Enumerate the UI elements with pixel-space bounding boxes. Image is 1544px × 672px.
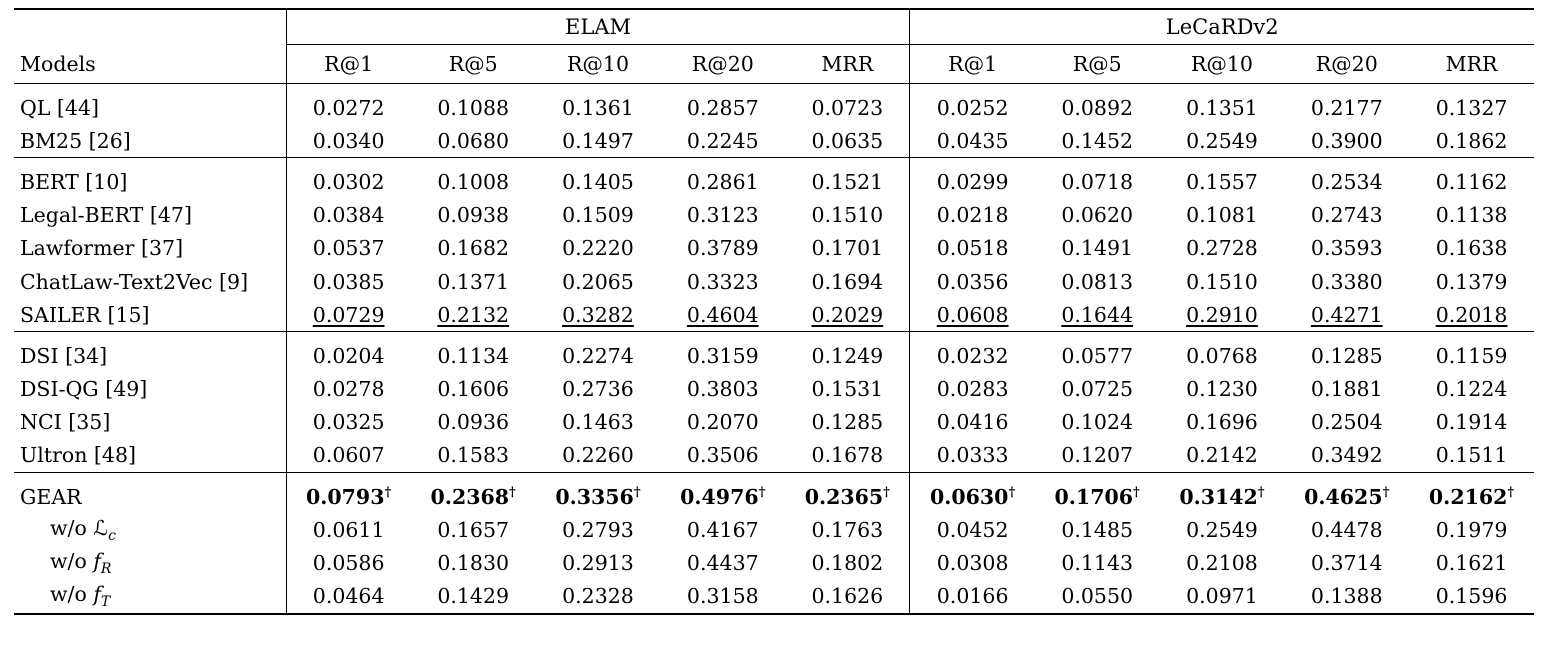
section-spacer [14,473,1534,480]
model-name-cell: SAILER [15] [20,302,150,327]
metric-value-cell: 0.2245 [686,128,759,153]
metric-value-cell: 0.1249 [811,343,884,368]
header-lecard-r10: R@10 [1190,52,1253,76]
metric-value-cell: 0.3323 [686,269,759,294]
metric-value-cell: 0.0936 [437,410,510,435]
section-spacer [14,332,1534,339]
spacer-cell [910,84,1534,91]
significance-dagger: † [1257,484,1265,500]
metric-value-cell: 0.1379 [1435,269,1508,294]
underlined-value: 0.4271 [1310,302,1383,327]
metric-value-cell: 0.3803 [686,377,759,402]
metric-value-cell [910,480,1035,513]
metric-value-cell: 0.2328 [562,584,634,609]
metric-value-cell: 0.2736 [562,377,634,402]
significance-dagger: † [509,484,516,500]
metric-value-cell: 0.3506 [686,443,759,468]
metric-value-cell: 0.1230 [1186,377,1258,402]
metric-value-cell [785,480,910,513]
significance-dagger: † [1133,484,1140,500]
metric-value-cell: 0.3380 [1310,269,1383,294]
metric-value-cell: 0.1143 [1061,551,1134,576]
spacer-cell [910,158,1534,165]
metric-value-cell: 0.0577 [1061,343,1134,368]
metric-value-cell [536,480,661,513]
table-row [14,232,1534,265]
metric-value-cell: 0.0537 [286,232,411,265]
metric-value-cell: 0.2177 [1310,95,1383,120]
best-value: 0.4976 [680,484,759,509]
metric-value-cell [411,298,536,332]
spacer-cell [286,158,910,165]
metric-value-cell: 0.0232 [910,339,1035,372]
significance-dagger: † [758,484,766,500]
best-value: 0.2162 [1428,484,1508,509]
metric-value-cell [1160,480,1285,513]
metric-value-cell: 0.4437 [686,551,759,576]
spacer-cell [14,332,286,339]
header-elam-r5: R@5 [448,52,498,76]
metric-value-cell: 0.1429 [437,584,510,609]
metric-value-cell: 0.0620 [1061,203,1134,228]
metric-value-cell: 0.0550 [1061,584,1134,609]
model-name-cell: w/o $f_T$ [50,582,111,611]
metric-value-cell: 0.0283 [910,373,1035,406]
metric-value-cell [286,480,411,513]
model-name-cell: w/o ℒ$_c$ [50,515,116,544]
header-metrics-row [14,45,1534,84]
metric-value-cell: 0.1497 [562,128,634,153]
underlined-value: 0.1644 [1061,302,1134,327]
metric-value-cell: 0.2070 [686,410,759,435]
significance-dagger: † [384,484,392,500]
metric-value-cell: 0.0166 [910,580,1035,614]
header-group-blank [14,10,286,45]
metric-value-cell: 0.1763 [811,517,884,542]
underlined-value: 0.2910 [1186,302,1258,327]
metric-value-cell: 0.2534 [1310,169,1383,194]
metric-value-cell: 0.0723 [811,95,884,120]
metric-value-cell: 0.1491 [1061,236,1134,261]
metric-value-cell: 0.1509 [562,203,634,228]
metric-value-cell: 0.0252 [910,91,1035,124]
metric-value-cell: 0.1485 [1061,517,1134,542]
metric-value-cell: 0.1224 [1435,377,1508,402]
table-body [14,84,1534,615]
metric-value-cell: 0.0635 [811,128,884,153]
best-value: 0.0793 [306,484,385,509]
header-elam-r1: R@1 [286,45,411,84]
metric-value-cell: 0.1388 [1310,584,1383,609]
model-name-cell: Legal-BERT [47] [20,203,192,228]
model-name-cell: Lawformer [37] [20,236,184,261]
table-row [14,546,1534,579]
underlined-value: 0.2018 [1435,302,1508,327]
metric-value-cell: 0.2793 [562,517,634,542]
table-bottom-rule [14,614,1534,615]
metric-value-cell: 0.0892 [1061,95,1134,120]
metric-value-cell: 0.1881 [1310,377,1383,402]
metric-value-cell: 0.0385 [286,265,411,298]
metric-value-cell: 0.0813 [1061,269,1134,294]
spacer-cell [910,332,1534,339]
metric-value-cell: 0.0971 [1186,584,1258,609]
rule-cell [14,614,1534,615]
spacer-cell [286,84,910,91]
header-lecard-r5: R@5 [1072,52,1122,76]
metric-value-cell: 0.1510 [811,203,884,228]
model-name-cell: NCI [35] [20,410,111,435]
metric-value-cell: 0.2065 [562,269,634,294]
metric-value-cell: 0.2857 [686,95,759,120]
metric-value-cell: 0.0272 [286,91,411,124]
metric-value-cell: 0.0464 [286,580,411,614]
metric-value-cell: 0.1452 [1061,128,1134,153]
metric-value-cell [660,298,785,332]
metric-value-cell: 0.1830 [437,551,510,576]
model-name-cell: DSI [34] [20,343,108,368]
metric-value-cell: 0.0340 [286,124,411,158]
underlined-value: 0.0608 [936,302,1009,327]
model-name-cell: GEAR [20,484,82,509]
metric-value-cell: 0.1862 [1435,128,1508,153]
underlined-value: 0.3282 [562,302,634,327]
header-models: Models [20,51,96,76]
metric-value-cell: 0.1159 [1435,343,1508,368]
metric-value-cell: 0.1621 [1435,551,1508,576]
metric-value-cell [1035,480,1160,513]
metric-value-cell [910,298,1035,332]
model-name-cell: BERT [10] [20,169,128,194]
metric-value-cell: 0.1979 [1435,517,1508,542]
header-lecard-r1: R@1 [910,45,1035,84]
metric-value-cell: 0.2260 [562,443,634,468]
table-row [14,480,1534,513]
metric-value-cell: 0.3123 [686,203,759,228]
best-value: 0.0630 [929,484,1009,509]
metric-value-cell: 0.0680 [437,128,510,153]
metric-value-cell: 0.0607 [286,439,411,473]
metric-value-cell: 0.0308 [910,546,1035,579]
spacer-cell [14,84,286,91]
metric-value-cell [286,298,411,332]
metric-value-cell: 0.0768 [1186,343,1258,368]
metric-value-cell [1284,480,1409,513]
header-elam-r20: R@20 [691,52,754,76]
metric-value-cell: 0.1463 [562,410,634,435]
table-row [14,199,1534,232]
metric-value-cell: 0.0299 [910,165,1035,198]
table-row [14,124,1534,158]
best-value: 0.2368 [430,484,510,509]
table-row [14,91,1534,124]
metric-value-cell: 0.1531 [811,377,884,402]
metric-value-cell: 0.0518 [910,232,1035,265]
metric-value-cell: 0.1008 [437,169,510,194]
metric-value-cell: 0.2220 [562,236,634,261]
metric-value-cell: 0.0452 [910,513,1035,546]
spacer-cell [14,158,286,165]
metric-value-cell: 0.1521 [811,169,884,194]
metric-value-cell [1409,298,1534,332]
table-row [14,373,1534,406]
metric-value-cell: 0.1285 [1310,343,1383,368]
metric-value-cell: 0.1557 [1186,169,1258,194]
model-name-cell: BM25 [26] [20,128,131,153]
metric-value-cell [411,480,536,513]
metric-value-cell: 0.1802 [811,551,884,576]
metric-value-cell: 0.2549 [1186,517,1258,542]
underlined-value: 0.2132 [437,302,510,327]
metric-value-cell [536,298,661,332]
metric-value-cell: 0.2549 [1186,128,1258,153]
metric-value-cell: 0.2743 [1310,203,1383,228]
table-row [14,406,1534,439]
metric-value-cell: 0.1371 [437,269,510,294]
metric-value-cell: 0.0611 [286,513,411,546]
metric-value-cell: 0.1606 [437,377,510,402]
metric-value-cell: 0.1207 [1061,443,1134,468]
underlined-value: 0.4604 [686,302,759,327]
spacer-cell [286,332,910,339]
metric-value-cell: 0.1701 [811,236,884,261]
metric-value-cell: 0.0938 [437,203,510,228]
metric-value-cell: 0.1511 [1435,443,1508,468]
model-name-cell: QL [44] [20,95,100,120]
metric-value-cell: 0.3789 [686,236,759,261]
metric-value-cell: 0.2108 [1186,551,1258,576]
metric-value-cell: 0.3159 [686,343,759,368]
metric-value-cell: 0.4478 [1310,517,1383,542]
metric-value-cell: 0.1351 [1186,95,1258,120]
metric-value-cell: 0.0325 [286,406,411,439]
metric-value-cell: 0.1678 [811,443,884,468]
section-spacer [14,158,1534,165]
header-lecard-r20: R@20 [1315,52,1378,76]
metric-value-cell: 0.0725 [1061,377,1134,402]
best-value: 0.4625 [1304,484,1383,509]
table-row [14,513,1534,546]
metric-value-cell: 0.1914 [1435,410,1508,435]
metric-value-cell: 0.0333 [910,439,1035,473]
best-value: 0.1706 [1054,484,1133,509]
table-row [14,439,1534,473]
metric-value-cell: 0.0586 [286,546,411,579]
metric-value-cell: 0.1657 [437,517,510,542]
metric-value-cell [1035,298,1160,332]
metric-value-cell: 0.1138 [1435,203,1508,228]
metric-value-cell: 0.1638 [1435,236,1508,261]
metric-value-cell: 0.3900 [1310,128,1383,153]
metric-value-cell: 0.0384 [286,199,411,232]
header-group-row [14,10,1534,45]
underlined-value: 0.2029 [811,302,884,327]
metric-value-cell: 0.1510 [1186,269,1258,294]
group-label-elam: ELAM [286,10,910,45]
metric-value-cell: 0.1088 [437,95,510,120]
table-row [14,580,1534,614]
model-name-cell: Ultron [48] [20,443,137,468]
metric-value-cell: 0.2861 [686,169,759,194]
metric-value-cell [1284,298,1409,332]
metric-value-cell: 0.0416 [910,406,1035,439]
metric-value-cell: 0.3593 [1310,236,1383,261]
best-value: 0.2365 [804,484,884,509]
metric-value-cell: 0.0302 [286,165,411,198]
metric-value-cell: 0.3714 [1310,551,1383,576]
table-header [14,9,1534,84]
metric-value-cell: 0.0204 [286,339,411,372]
header-elam-r10: R@10 [566,52,629,76]
metric-value-cell: 0.1694 [811,269,884,294]
spacer-cell [910,473,1534,480]
table-row [14,298,1534,332]
model-name-cell: DSI-QG [49] [20,377,148,402]
metric-value-cell: 0.1024 [1061,410,1134,435]
metric-value-cell: 0.4167 [686,517,759,542]
metric-value-cell [1409,480,1534,513]
metric-value-cell: 0.1361 [562,95,634,120]
spacer-cell [14,473,286,480]
table-row [14,339,1534,372]
metric-value-cell: 0.2728 [1186,236,1258,261]
metric-value-cell: 0.2274 [562,343,634,368]
underlined-value: 0.0729 [312,302,385,327]
metric-value-cell: 0.2913 [562,551,634,576]
metric-value-cell: 0.1162 [1435,169,1508,194]
group-label-lecardv2: LeCaRDv2 [910,10,1534,45]
model-name-cell: w/o $f_R$ [50,548,112,578]
metric-value-cell: 0.1081 [1186,203,1258,228]
metric-value-cell: 0.2504 [1310,410,1383,435]
metric-value-cell [660,480,785,513]
best-value: 0.3356 [555,484,634,509]
metric-value-cell: 0.0718 [1061,169,1134,194]
metric-value-cell [785,298,910,332]
section-spacer [14,84,1534,91]
metric-value-cell: 0.2142 [1186,443,1258,468]
spacer-cell [286,473,910,480]
results-table [14,8,1534,615]
metric-value-cell: 0.0435 [910,124,1035,158]
significance-dagger: † [1008,484,1016,500]
significance-dagger: † [633,484,641,500]
metric-value-cell: 0.1596 [1435,584,1508,609]
table-row [14,165,1534,198]
header-lecard-mrr: MRR [1445,52,1498,76]
header-elam-mrr: MRR [821,52,874,76]
metric-value-cell: 0.3158 [686,584,759,609]
metric-value-cell: 0.1327 [1435,95,1508,120]
metric-value-cell: 0.3492 [1310,443,1383,468]
table-row [14,265,1534,298]
metric-value-cell: 0.1682 [437,236,510,261]
best-value: 0.3142 [1179,484,1258,509]
significance-dagger: † [1382,484,1390,500]
significance-dagger: † [883,484,890,500]
metric-value-cell: 0.0356 [910,265,1035,298]
metric-value-cell: 0.0218 [910,199,1035,232]
metric-value-cell: 0.1405 [562,169,634,194]
significance-dagger: † [1507,484,1515,500]
metric-value-cell: 0.1285 [811,410,884,435]
metric-value-cell [1160,298,1285,332]
metric-value-cell: 0.0278 [286,373,411,406]
model-name-cell: ChatLaw-Text2Vec [9] [20,269,249,294]
metric-value-cell: 0.1696 [1186,410,1258,435]
metric-value-cell: 0.1134 [437,343,510,368]
metric-value-cell: 0.1583 [437,443,510,468]
metric-value-cell: 0.1626 [811,584,884,609]
